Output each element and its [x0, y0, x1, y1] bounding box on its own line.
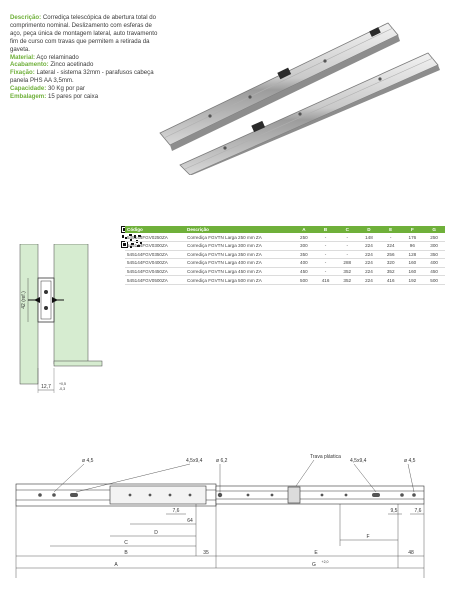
cell-e: 256 — [380, 250, 402, 259]
tolerance-plus: +0,5 — [59, 382, 66, 386]
slide-dimension-drawing — [10, 452, 450, 592]
cell-descricao: Corrediça FGVTN Larga 450 mm ZA — [185, 267, 293, 276]
cell-b: 416 — [315, 276, 337, 285]
material-text: Aço relaminado — [36, 53, 79, 61]
cell-d: 224 — [358, 241, 380, 250]
dim-c: C — [124, 540, 128, 546]
cell-a: 300 — [293, 241, 315, 250]
cell-descricao: Corrediça FGVTN Larga 350 mm ZA — [185, 250, 293, 259]
cell-f: 160 — [402, 259, 424, 268]
cell-a: 250 — [293, 233, 315, 241]
acabamento-line — [10, 61, 160, 69]
material-label: Material: — [10, 53, 36, 61]
plastic-stop-label: Trava plástica — [310, 454, 341, 460]
cell-b: - — [315, 250, 337, 259]
cell-g: 250 — [423, 233, 445, 241]
capacidade-line — [10, 85, 160, 93]
header-b: B — [315, 226, 337, 233]
dim-e: E — [314, 550, 318, 556]
dim-35: 35 — [203, 550, 209, 556]
cell-descricao: Corrediça FGVTN Larga 500 mm ZA — [185, 276, 293, 285]
cell-c: - — [336, 241, 358, 250]
cell-d: 224 — [358, 250, 380, 259]
table-header-row — [125, 226, 445, 233]
dim-48: 48 — [408, 550, 414, 556]
hole-diameter-left: ø 4,5 — [82, 458, 94, 464]
cell-c: - — [336, 250, 358, 259]
material-line — [10, 54, 160, 62]
slot-size-left: 4,5x9,4 — [186, 458, 203, 464]
cell-c: 352 — [336, 276, 358, 285]
fixacao-text: Lateral - sistema 32mm - parafusos cabeça panela PHS AA 3,5mm. — [10, 69, 154, 85]
dim-g: G — [312, 562, 316, 568]
cell-f: 128 — [402, 250, 424, 259]
acabamento-text: Zinco acetinado — [50, 61, 94, 69]
cell-c: 352 — [336, 267, 358, 276]
cell-a: 400 — [293, 259, 315, 268]
cell-codigo: 545144FGV0500ZA — [125, 276, 185, 285]
descricao-label: Descrição: — [10, 14, 42, 21]
cell-codigo: 545144FGV0450ZA — [125, 267, 185, 276]
cell-e: 320 — [380, 259, 402, 268]
header-descricao: Descrição — [185, 226, 293, 233]
embalagem-label: Embalagem: — [10, 93, 47, 101]
header-d: D — [358, 226, 380, 233]
cell-b: - — [315, 259, 337, 268]
header-e: E — [380, 226, 402, 233]
cell-descricao: Corrediça FGVTN Larga 300 mm ZA — [185, 241, 293, 250]
tolerance-minus: -0,3 — [59, 387, 66, 391]
cell-f: 192 — [402, 276, 424, 285]
dim-7-6-right: 7,6 — [414, 508, 422, 514]
cell-e: 224 — [380, 241, 402, 250]
table-row — [125, 259, 445, 268]
hole-diameter-center: ø 6,2 — [216, 458, 228, 464]
cell-e: 416 — [380, 276, 402, 285]
table-row — [125, 250, 445, 259]
dim-b: B — [124, 550, 128, 556]
cell-d: 224 — [358, 259, 380, 268]
descricao-text: Corrediça telescópica de abertura total do comprimento nominal. Deslizamento com esferas de aço, peça única de montagem lateral, auto travamento fim de curso com travas que permitem a retirada da gaveta. — [10, 14, 158, 53]
slot-size-right: 4,5x9,4 — [350, 458, 367, 464]
embalagem-line — [10, 93, 160, 101]
descricao-line — [10, 14, 160, 54]
cell-f: 176 — [402, 233, 424, 241]
cell-descricao: Corrediça FGVTN Larga 400 mm ZA — [185, 259, 293, 268]
cell-g: 400 — [423, 259, 445, 268]
cell-g: 500 — [423, 276, 445, 285]
cell-c: - — [336, 233, 358, 241]
plastic-stop — [288, 487, 300, 503]
cell-b: - — [315, 241, 337, 250]
cell-a: 500 — [293, 276, 315, 285]
cell-d: 224 — [358, 276, 380, 285]
cell-d: 148 — [358, 233, 380, 241]
table-row — [125, 233, 445, 241]
hole-diameter-right: ø 4,5 — [404, 458, 416, 464]
cell-d: 224 — [358, 267, 380, 276]
header-g: G — [423, 226, 445, 233]
acabamento-label: Acabamento: — [10, 61, 49, 69]
product-photo — [150, 15, 450, 175]
cell-descricao: Corrediça FGVTN Larga 250 mm ZA — [185, 233, 293, 241]
product-description — [10, 14, 160, 101]
cell-e: - — [380, 233, 402, 241]
table-row — [125, 241, 445, 250]
cell-c: 288 — [336, 259, 358, 268]
dim-a: A — [114, 562, 118, 568]
cell-codigo: 545144FGV0350ZA — [125, 250, 185, 259]
cell-codigo: 545144FGV0300ZA — [125, 241, 185, 250]
header-codigo: Código — [125, 226, 185, 233]
cell-codigo: 545144FGV0400ZA — [125, 259, 185, 268]
capacidade-label: Capacidade: — [10, 85, 47, 93]
cell-a: 350 — [293, 250, 315, 259]
cell-b: - — [315, 233, 337, 241]
drawer-panel — [54, 244, 88, 364]
height-dimension-label: 42 (ref.) — [21, 291, 27, 309]
table-row — [125, 267, 445, 276]
cell-g: 450 — [423, 267, 445, 276]
dim-64: 64 — [187, 518, 193, 524]
cell-codigo: 545144FGV0250ZA — [125, 233, 185, 241]
dim-f: F — [366, 534, 370, 540]
header-f: F — [402, 226, 424, 233]
cell-e: 352 — [380, 267, 402, 276]
dim-d: D — [154, 530, 158, 536]
cell-f: 160 — [402, 267, 424, 276]
cell-a: 450 — [293, 267, 315, 276]
cell-g: 300 — [423, 241, 445, 250]
cell-f: 96 — [402, 241, 424, 250]
width-dimension-label: 12,7 — [41, 384, 51, 390]
cabinet-panel — [20, 244, 38, 384]
dim-g-tolerance: +2,0 — [321, 560, 329, 564]
dim-7-6-left: 7,6 — [172, 508, 180, 514]
header-a: A — [293, 226, 315, 233]
cell-g: 350 — [423, 250, 445, 259]
capacidade-text: 30 Kg por par — [47, 85, 85, 93]
table-row — [125, 276, 445, 285]
spec-table — [125, 226, 445, 285]
embalagem-text: 15 pares por caixa — [47, 93, 99, 101]
cell-b: - — [315, 267, 337, 276]
section-drawing — [18, 244, 123, 396]
dim-9-5: 9,5 — [390, 508, 398, 514]
header-c: C — [336, 226, 358, 233]
fixacao-label: Fixação: — [10, 69, 35, 77]
fixacao-line — [10, 69, 160, 85]
